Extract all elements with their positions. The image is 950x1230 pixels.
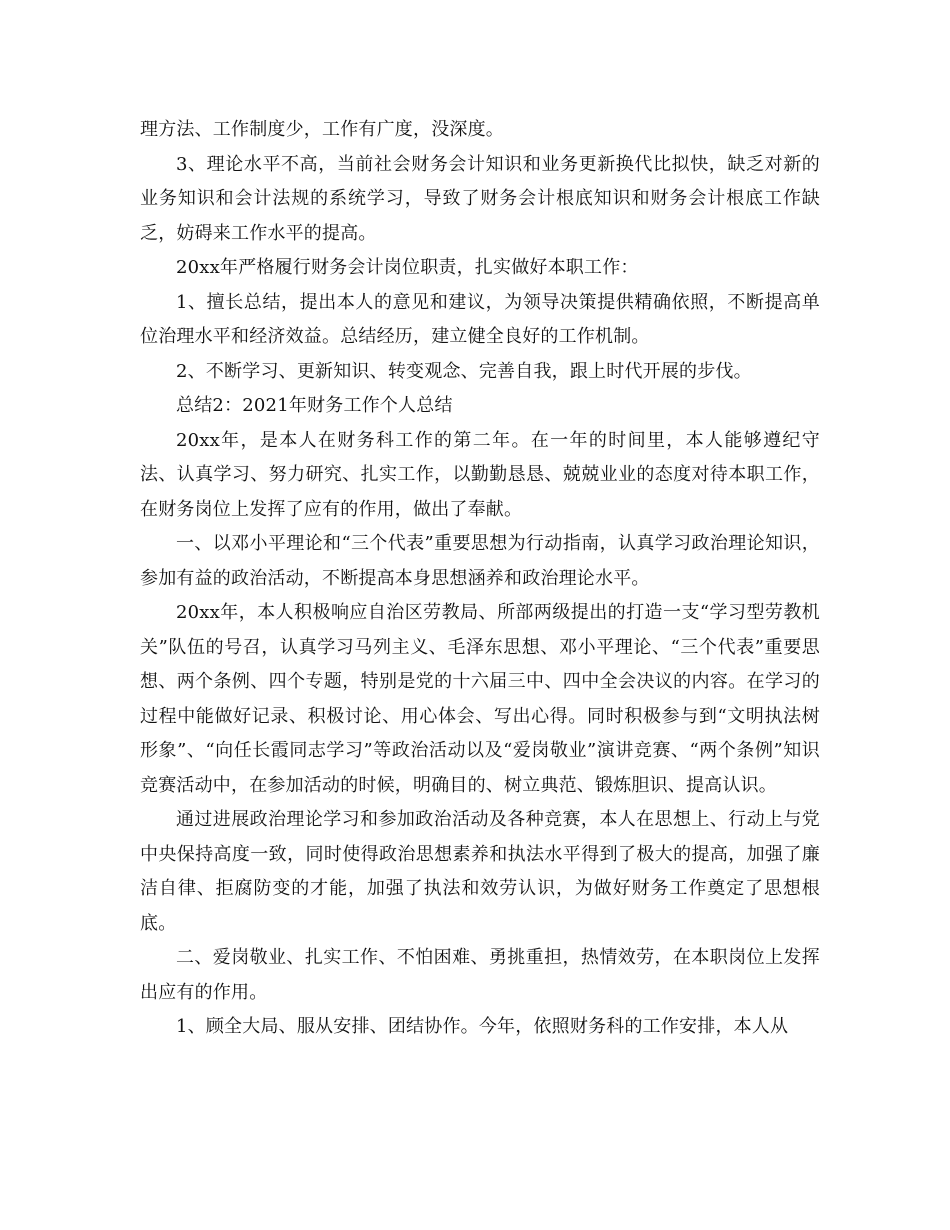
paragraph-9: 20xx年，本人积极响应自治区劳教局、所部两级提出的打造一支“学习型劳教机关”队伍的号召，认真学习马列主义、毛泽东思想、邓小平理论、“三个代表”重要思想、两个条例、四个专题，特别是党的十六届三中、四中全会决议的内容。在学习的过程中能做好记录、积极讨论、用心体会、写出心得。同时积极参与到“文明执法树形象”、“向任长霞同志学习”等政治活动以及“爱岗敬业”演讲竞赛、“两个条例”知识竞赛活动中，在参加活动的时候，明确目的、树立典范、锻炼胆识、提高认识。 bbox=[140, 602, 820, 796]
document-body bbox=[140, 113, 820, 1045]
paragraph-4: 1、擅长总结，提出本人的意见和建议，为领导决策提供精确依照，不断提高单位治理水平和经济效益。总结经历，建立健全良好的工作机制。 bbox=[140, 291, 820, 347]
section-heading: 总结2：2021年财务工作个人总结 bbox=[176, 395, 453, 416]
paragraph-5: 2、不断学习、更新知识、转变观念、完善自我，跟上时代开展的步伐。 bbox=[176, 360, 752, 382]
paragraph-10: 通过进展政治理论学习和参加政治活动及各种竞赛，本人在思想上、行动上与党中央保持高度一致，同时使得政治思想素养和执法水平得到了极大的提高，加强了廉洁自律、拒腐防变的才能，加强了执法和效劳认识，为做好财务工作奠定了思想根底。 bbox=[140, 809, 820, 934]
paragraph-3: 20xx年严格履行财务会计岗位职责，扎实做好本职工作： bbox=[176, 257, 639, 278]
paragraph-11: 二、爱岗敬业、扎实工作、不怕困难、勇挑重担，热情效劳，在本职岗位上发挥出应有的作用。 bbox=[140, 947, 820, 1003]
paragraph-7: 20xx年，是本人在财务科工作的第二年。在一年的时间里，本人能够遵纪守法、认真学习、努力研究、扎实工作，以勤勤恳恳、兢兢业业的态度对待本职工作，在财务岗位上发挥了应有的作用，做出了奉献。 bbox=[140, 429, 820, 520]
paragraph-8: 一、以邓小平理论和“三个代表”重要思想为行动指南，认真学习政治理论知识，参加有益的政治活动，不断提高本身思想涵养和政治理论水平。 bbox=[140, 533, 820, 589]
paragraph-12: 1、顾全大局、服从安排、团结协作。今年，依照财务科的工作安排，本人从 bbox=[176, 1016, 789, 1037]
paragraph-1: 理方法、工作制度少，工作有广度，没深度。 bbox=[140, 119, 504, 140]
paragraph-2: 3、理论水平不高，当前社会财务会计知识和业务更新换代比拟快，缺乏对新的业务知识和会计法规的系统学习，导致了财务会计根底知识和财务会计根底工作缺乏，妨碍来工作水平的提高。 bbox=[140, 153, 820, 244]
